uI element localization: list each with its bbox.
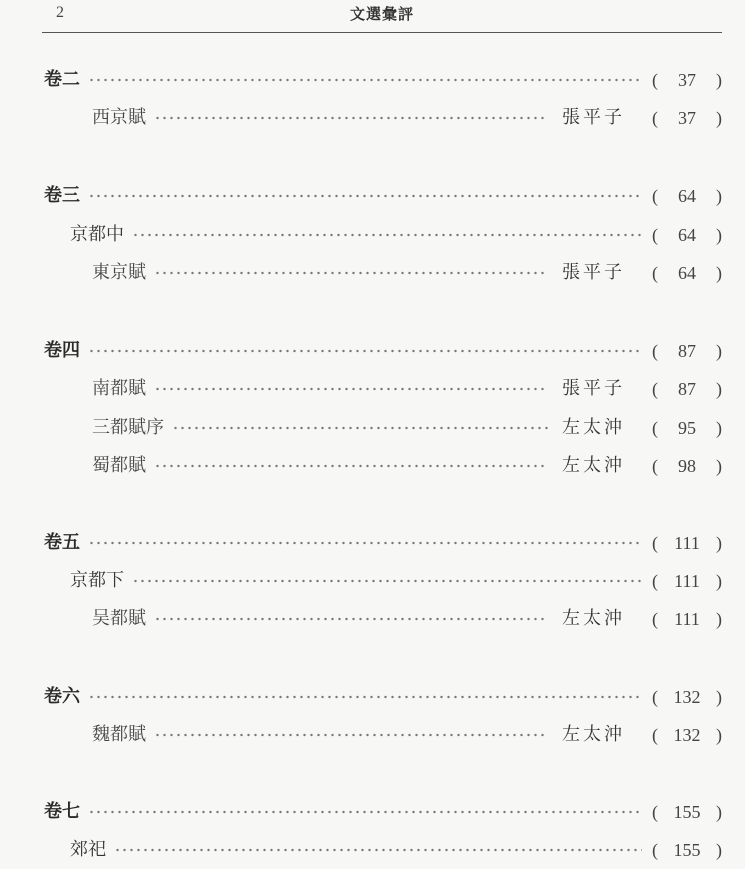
entry-page-number: ( 155 ) <box>652 836 722 864</box>
page-value: 155 <box>673 802 701 822</box>
dot-leader <box>154 728 548 742</box>
toc-work-entry <box>0 104 745 132</box>
entry-title: 西京賦 <box>92 107 146 128</box>
entry-page-number: ( 37 ) <box>652 66 722 94</box>
entry-title: 郊祀 <box>70 839 106 860</box>
dot-leader <box>132 228 642 242</box>
dot-leader <box>88 805 642 819</box>
entry-author: 張平子 <box>562 378 625 399</box>
toc-work-entry <box>0 605 745 633</box>
dot-leader <box>154 266 548 280</box>
entry-page-number: ( 111 ) <box>652 529 722 557</box>
entry-author: 左太沖 <box>562 455 625 476</box>
entry-title: 魏都賦 <box>92 724 146 745</box>
page-value: 37 <box>678 108 696 128</box>
page-value: 64 <box>678 225 696 245</box>
entry-title: 京都中 <box>70 224 124 245</box>
toc-work-entry <box>0 259 745 287</box>
toc-volume-entry <box>0 337 745 365</box>
page-value: 111 <box>674 571 700 591</box>
toc-section-entry <box>0 567 745 595</box>
dot-leader <box>88 690 642 704</box>
entry-title: 卷七 <box>44 801 80 822</box>
page-value: 132 <box>673 687 701 707</box>
entry-title: 卷四 <box>44 340 80 361</box>
page-value: 132 <box>673 725 701 745</box>
dot-leader <box>154 459 548 473</box>
entry-title: 京都下 <box>70 570 124 591</box>
entry-page-number: ( 64 ) <box>652 182 722 210</box>
entry-page-number: ( 64 ) <box>652 221 722 249</box>
dot-leader <box>88 536 642 550</box>
toc-volume-entry <box>0 798 745 826</box>
page-value: 155 <box>673 840 701 860</box>
entry-page-number: ( 111 ) <box>652 605 722 633</box>
entry-page-number: ( 155 ) <box>652 798 722 826</box>
entry-title: 卷六 <box>44 686 80 707</box>
page-value: 98 <box>678 456 696 476</box>
entry-title: 東京賦 <box>92 262 146 283</box>
entry-page-number: ( 98 ) <box>652 452 722 480</box>
page-header <box>42 0 722 33</box>
dot-leader <box>132 574 642 588</box>
page-value: 87 <box>678 379 696 399</box>
entry-title: 卷二 <box>44 69 80 90</box>
entry-page-number: ( 37 ) <box>652 104 722 132</box>
toc-section-entry <box>0 836 745 864</box>
entry-page-number: ( 111 ) <box>652 567 722 595</box>
page-value: 37 <box>678 70 696 90</box>
page-value: 87 <box>678 341 696 361</box>
dot-leader <box>154 612 548 626</box>
toc-section-entry <box>0 221 745 249</box>
dot-leader <box>88 73 642 87</box>
dot-leader <box>154 382 548 396</box>
toc-volume-entry <box>0 529 745 557</box>
entry-title: 卷三 <box>44 185 80 206</box>
toc-volume-entry <box>0 683 745 711</box>
entry-title: 三都賦序 <box>92 417 164 438</box>
toc-work-entry <box>0 452 745 480</box>
entry-author: 左太沖 <box>562 608 625 629</box>
dot-leader <box>172 421 548 435</box>
entry-page-number: ( 87 ) <box>652 337 722 365</box>
entry-title: 吴都賦 <box>92 608 146 629</box>
page-value: 111 <box>674 533 700 553</box>
toc-volume-entry <box>0 66 745 94</box>
entry-author: 張平子 <box>562 262 625 283</box>
entry-page-number: ( 132 ) <box>652 721 722 749</box>
page-value: 111 <box>674 609 700 629</box>
entry-title: 蜀都賦 <box>92 455 146 476</box>
entry-author: 左太沖 <box>562 417 625 438</box>
entry-title: 卷五 <box>44 532 80 553</box>
entry-author: 張平子 <box>562 107 625 128</box>
page-number: 2 <box>56 4 64 21</box>
dot-leader <box>154 111 548 125</box>
entry-page-number: ( 64 ) <box>652 259 722 287</box>
entry-page-number: ( 132 ) <box>652 683 722 711</box>
running-title: 文選彙評 <box>349 5 414 23</box>
toc-work-entry <box>0 721 745 749</box>
toc-work-entry <box>0 375 745 403</box>
entry-author: 左太沖 <box>562 724 625 745</box>
entry-page-number: ( 95 ) <box>652 414 722 442</box>
page-value: 64 <box>678 186 696 206</box>
dot-leader <box>114 843 642 857</box>
toc-work-entry <box>0 414 745 442</box>
page-value: 64 <box>678 263 696 283</box>
entry-title: 南都賦 <box>92 378 146 399</box>
entry-page-number: ( 87 ) <box>652 375 722 403</box>
toc-volume-entry <box>0 182 745 210</box>
dot-leader <box>88 344 642 358</box>
dot-leader <box>88 189 642 203</box>
page-value: 95 <box>678 418 696 438</box>
